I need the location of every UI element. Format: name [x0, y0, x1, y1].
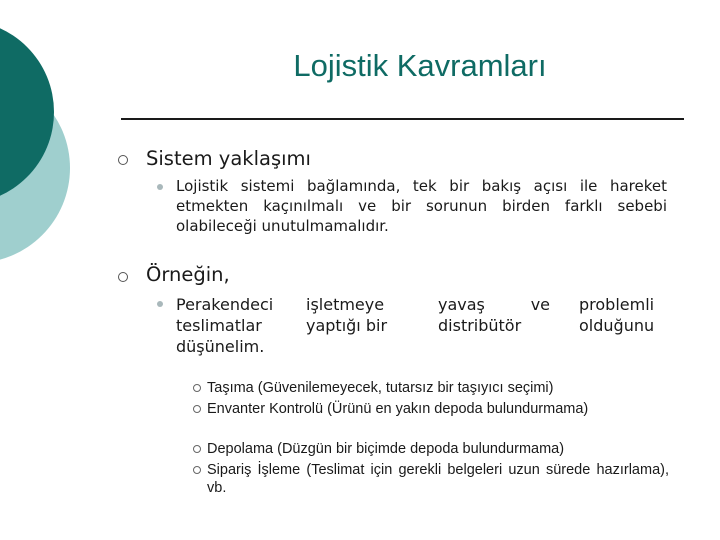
- list-item-envanter: Envanter Kontrolü (Ürünü en yakın depoda bulundurmama): [207, 401, 589, 417]
- list-item-siparis: Sipariş İşleme (Teslimat için gerekli belgeleri uzun sürede hazırlama), vb.: [207, 462, 669, 496]
- description-col-2: işletmeye yaptığı bir: [306, 295, 388, 335]
- description-col-1: Perakendeci teslimatlar düşünelim.: [176, 295, 274, 356]
- hollow-bullet-icon: [193, 384, 201, 392]
- hollow-bullet-icon: [193, 405, 201, 413]
- decorative-circles: [0, 0, 120, 300]
- list-item-depolama: Depolama (Düzgün bir biçimde depoda bulundurmama): [207, 441, 565, 457]
- bullet-sistem-description: Lojistik sistemi bağlamında, tek bir bakış açısı ile hareket etmekten kaçınılmalı ve bir sorunun birden farklı sebebi olabileceği unutulmamalıdır.: [176, 177, 667, 235]
- hollow-bullet-icon: [193, 466, 201, 474]
- filled-bullet-icon: [157, 301, 163, 307]
- hollow-bullet-icon: [118, 155, 128, 165]
- description-col-4: problemli olduğunu: [579, 295, 655, 335]
- hollow-bullet-icon: [193, 445, 201, 453]
- filled-bullet-icon: [157, 184, 163, 190]
- title-divider: [121, 118, 684, 120]
- bullet-ornegin: Örneğin,: [146, 263, 230, 286]
- list-item-tasima: Taşıma (Güvenilemeyecek, tutarsız bir taşıyıcı seçimi): [207, 380, 554, 396]
- hollow-bullet-icon: [118, 272, 128, 282]
- bullet-sistem-yaklasimi: Sistem yaklaşımı: [146, 147, 311, 170]
- description-col-3: yavaş ve distribütör: [438, 295, 550, 335]
- slide-title: Lojistik Kavramları: [293, 48, 547, 83]
